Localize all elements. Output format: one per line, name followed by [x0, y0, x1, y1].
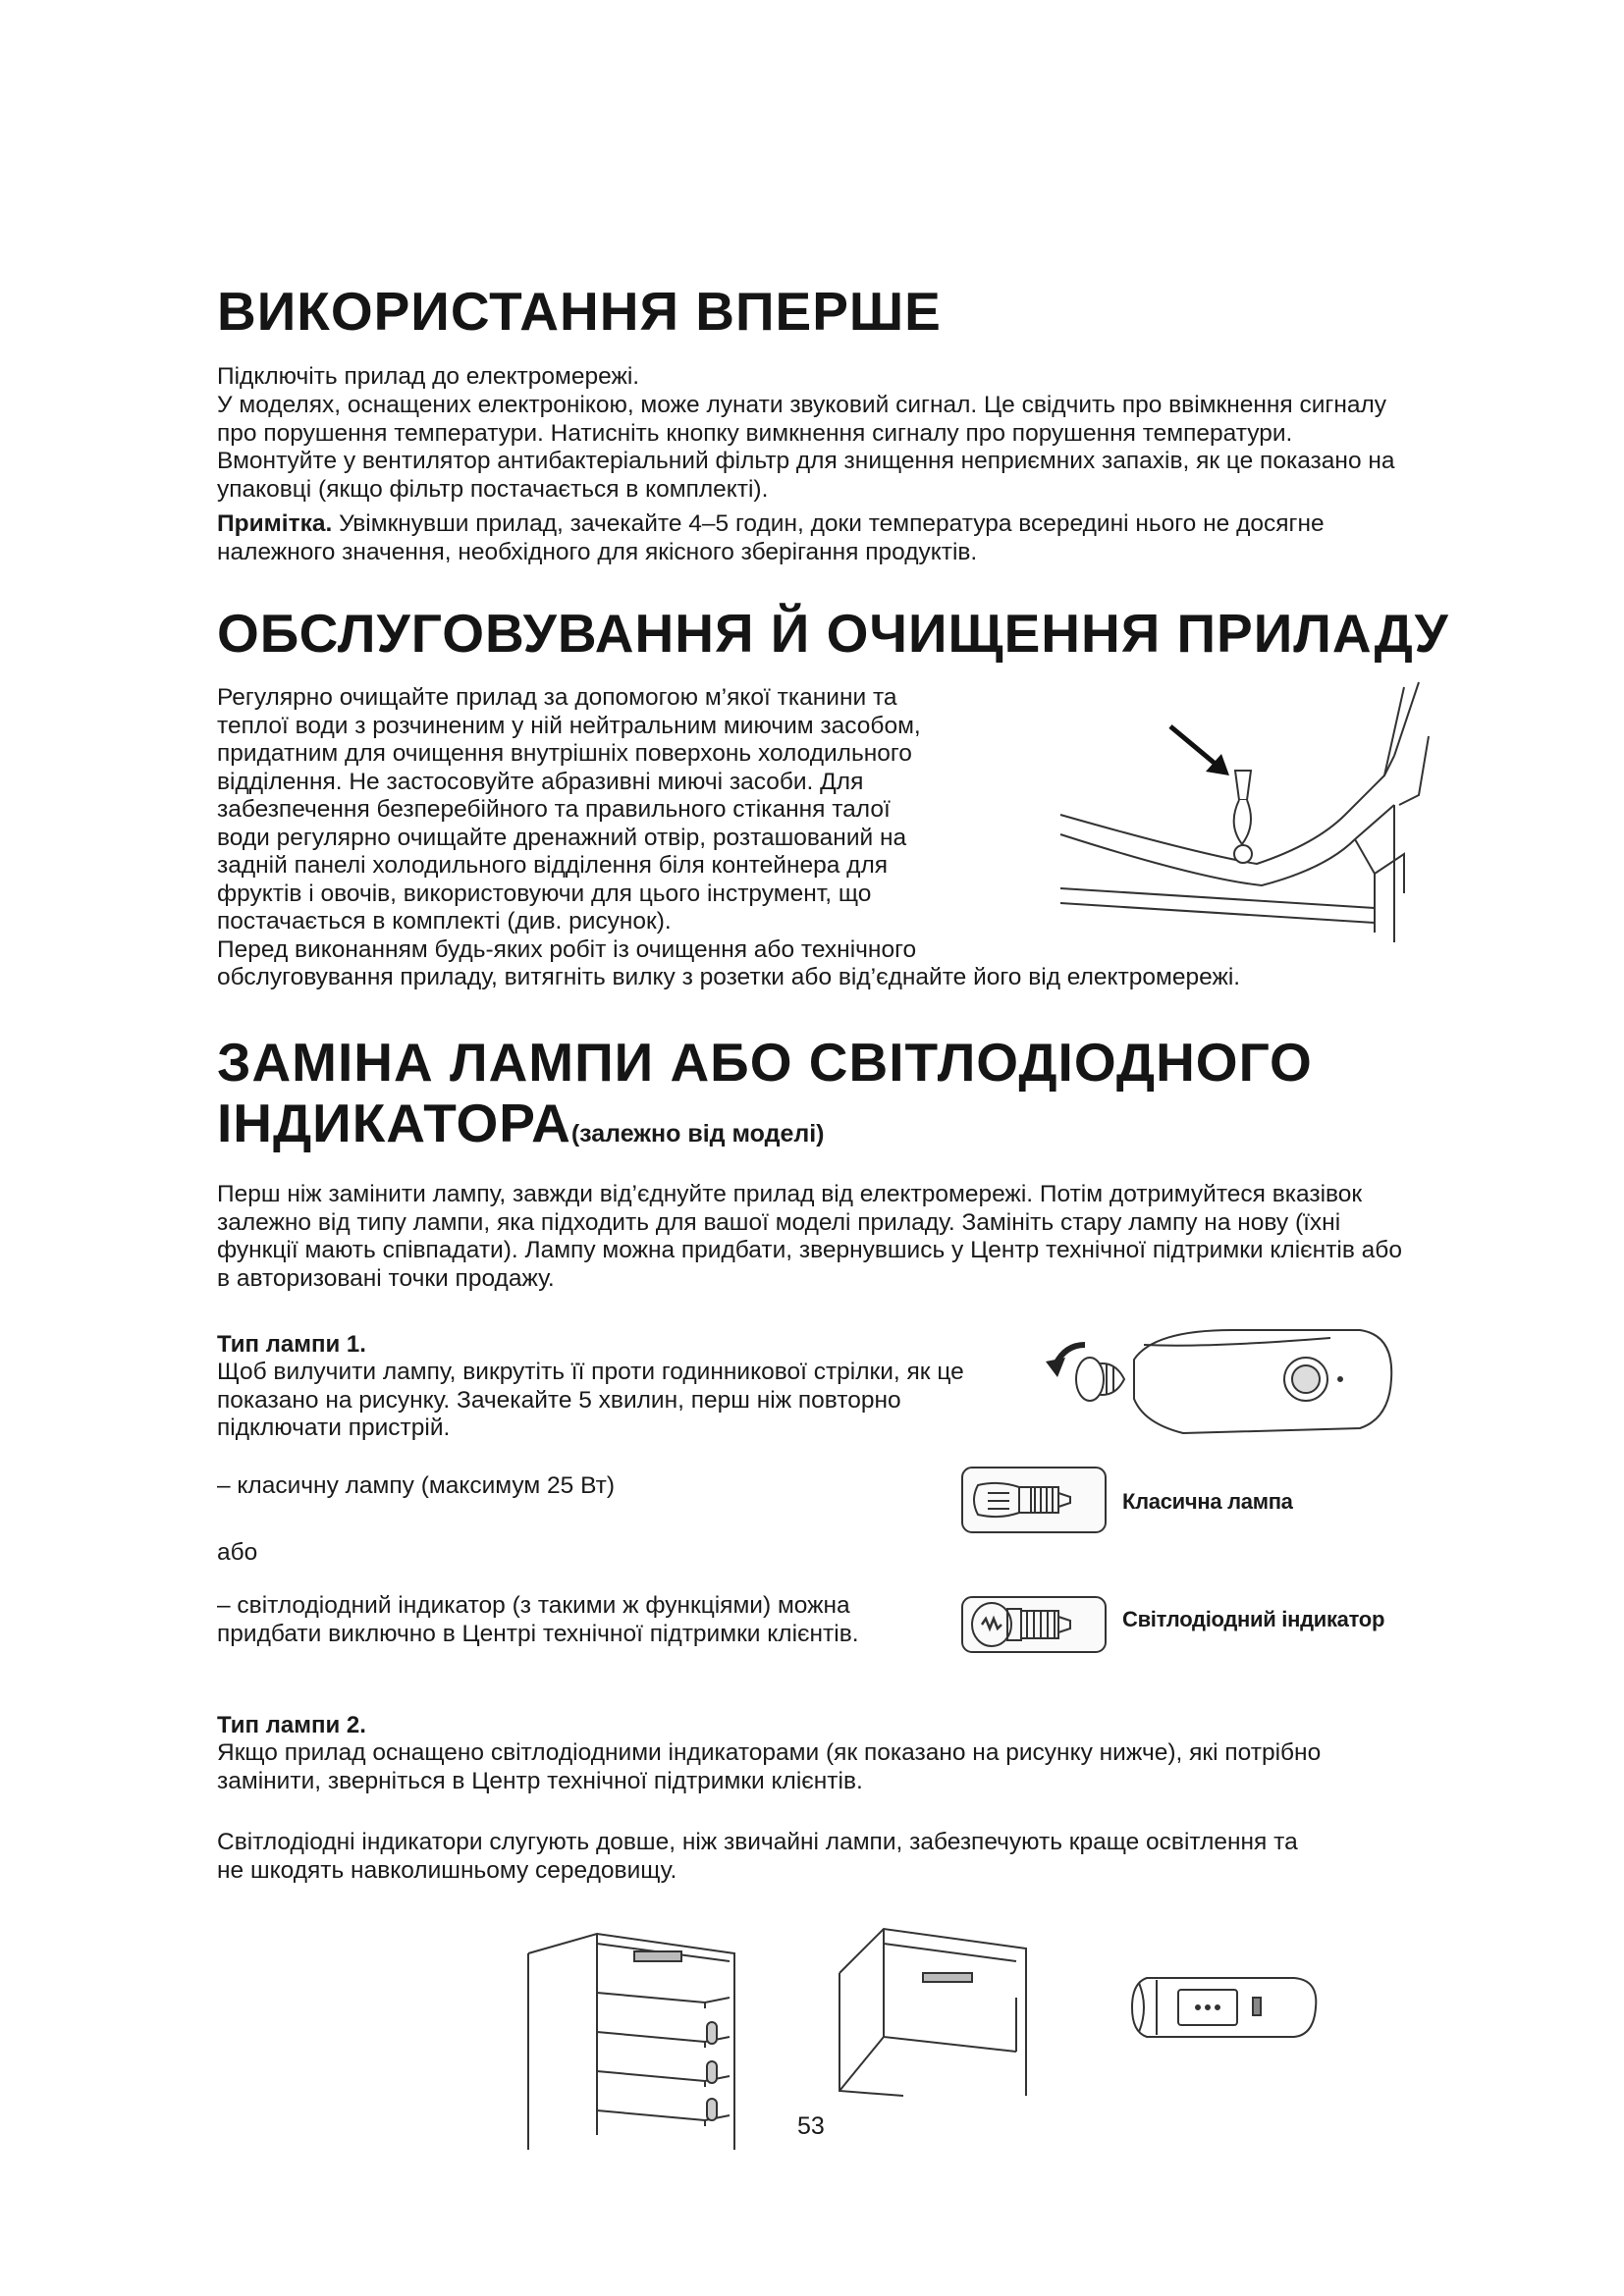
led-lamp-label: Світлодіодний індикатор — [1122, 1607, 1385, 1631]
section-title-first-use: ВИКОРИСТАННЯ ВПЕРШЕ — [217, 281, 942, 342]
lamp-type2-text: Якщо прилад оснащено світлодіодними індикаторами (як показано на рисунку нижче), які потрібно замінити, зверніться в Центр технічної підтримки клієнтів. — [217, 1739, 1322, 1794]
fridge-interior-led-illustration-1 — [518, 1924, 754, 2155]
or-text: або — [217, 1539, 258, 1566]
lamp-unscrew-illustration — [1036, 1320, 1399, 1443]
page-number: 53 — [797, 2112, 825, 2140]
lamp-title-indicator: ІНДИКАТОРА — [217, 1093, 571, 1153]
lamp-type1-label: Тип лампи 1. — [217, 1331, 366, 1358]
led-strip-2 — [923, 1973, 972, 1982]
lamp-intro-paragraph: Перш ніж замінити лампу, завжди від’єднуйте прилад від електромережі. Потім дотримуйтеся вказівок залежно від типу лампи, яка підходить для вашої моделі приладу. Замініть стару лампу на нову (їхні функції мають співпадати). Лампу можна придбати, звернувшись у Центр технічної підтримки клієнтів або в авторизовані точки продажу. — [217, 1181, 1402, 1292]
section-title-maintenance: ОБСЛУГОВУВАННЯ Й ОЧИЩЕННЯ ПРИЛАДУ — [217, 603, 1449, 664]
lamp-title-line2 — [217, 1092, 825, 1154]
section-title-lamp-replacement: ЗАМІНА ЛАМПИ АБО СВІТЛОДІОДНОГО — [217, 1032, 1313, 1093]
led-module-illustration — [1127, 1968, 1324, 2047]
maintenance-paragraph: Регулярно очищайте прилад за допомогою м’якої тканини та теплої води з розчиненим у ній нейтральним миючим засобом, придатним для очищення внутрішніх поверхонь холодильного відділення. Не застосовуйте абразивні миючі засоби. Для забезпечення безперебійного та правильного стікання талої води регулярно очищайте дренажний отвір, розташований на задній панелі холодильного відділення біля контейнера для фруктів і овочів, використовуючи для цього інструмент, що постачається в комплекті (див. рисунок). Перед виконанням будь-яких робіт із очищення або технічного обслуговування приладу, витягніть вилку з розетки або від’єднайте його від електромережі. — [217, 684, 1241, 990]
led-lamp-icon — [960, 1595, 1108, 1654]
lamp-type2-label: Тип лампи 2. — [217, 1712, 366, 1738]
drain-tool-illustration — [1051, 677, 1434, 952]
note-label: Примітка. — [217, 510, 333, 537]
led-benefits-text: Світлодіодні індикатори слугують довше, ніж звичайні лампи, забезпечують краще освітлення та не шкодять навколишньому середовищу. — [217, 1829, 1298, 1884]
first-use-paragraph: У моделях, оснащених електронікою, може лунати звуковий сигнал. Це свідчить про ввімкнення сигналу про порушення температури. Натисніть кнопку вимкнення сигналу про порушення температури. Вмонтуйте у вентилятор антибактеріальний фільтр для знищення неприємних запахів, як це показано на упаковці (якщо фільтр постачається в комплекті). — [217, 392, 1395, 503]
lamp-type1-text: Щоб вилучити лампу, викрутіть її проти годинникової стрілки, як це показано на рисунку. Зачекайте 5 хвилин, перш ніж повторно підключати пристрій. — [217, 1359, 964, 1441]
classic-lamp-text: – класичну лампу (максимум 25 Вт) — [217, 1472, 615, 1499]
fridge-interior-led-illustration-2 — [830, 1924, 1065, 2101]
arrow-pointer-icon — [1170, 726, 1229, 775]
led-lamp-text: – світлодіодний індикатор (з такими ж функціями) можна придбати виключно в Центрі технічної підтримки клієнтів. — [217, 1592, 859, 1647]
first-use-connect-text: Підключіть прилад до електромережі. — [217, 363, 640, 390]
lamp-title-qualifier: (залежно від моделі) — [570, 1120, 825, 1148]
led-strip-1 — [634, 1951, 681, 1961]
drain-tool-icon — [1234, 771, 1252, 863]
classic-lamp-icon — [960, 1466, 1108, 1534]
classic-lamp-label: Класична лампа — [1122, 1489, 1293, 1514]
note-text: Увімкнувши прилад, зачекайте 4–5 годин, доки температура всередині нього не досягне належного значення, необхідного для якісного зберігання продуктів. — [217, 510, 1325, 565]
first-use-note — [217, 510, 1405, 566]
